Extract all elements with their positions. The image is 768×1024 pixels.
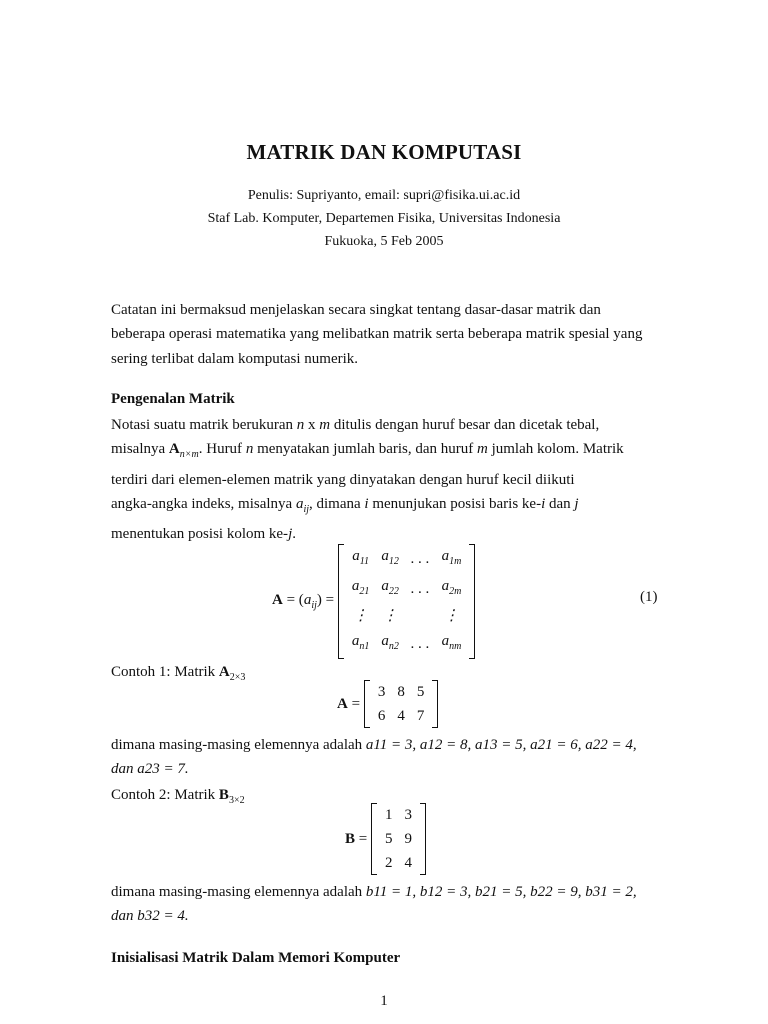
section-heading-pengenalan: Pengenalan Matrik [111, 391, 235, 407]
equation-1 [272, 544, 475, 659]
example2-equation: B = 1 3 5 9 2 4 [345, 803, 426, 875]
equation-1-lhs: $A = (a_{ij})$ = [272, 592, 335, 611]
example2-label: Contoh 2: Matrik $B_{3\times 2}$ [111, 787, 245, 806]
s1-line-5: menentukan posisi kolom ke-j. [111, 526, 296, 543]
example2-description: dimana masing-masing elemennya adalah b11 = 1, b12 = 3, b21 = 5, b22 = 9, b31 = 2, dan b32 = 4. [111, 884, 637, 925]
s1-line-2: misalnya $A_{n\times m}$. Huruf n menyatakan jumlah baris, dan huruf m jumlah kolom. Matrik [111, 441, 624, 461]
section1-paragraph [111, 413, 659, 546]
equation-number: (1) [640, 589, 658, 605]
s1-line-4: angka-angka indeks, misalnya $a_{ij}$, dimana i menunjukan posisi baris ke-i dan j [111, 495, 579, 515]
affiliation-line: Staf Lab. Komputer, Departemen Fisika, Universitas Indonesia [207, 211, 561, 226]
date-line: Fukuoka, 5 Feb 2005 [324, 234, 444, 249]
section-heading-inisialisasi: Inisialisasi Matrik Dalam Memori Komputer [111, 950, 401, 966]
example1-equation: A = 3 8 5 6 4 7 [337, 680, 438, 728]
intro-line-3: sering terlibat dalam komputasi numerik. [111, 350, 359, 367]
intro-paragraph [111, 298, 659, 371]
matrix-a-example: 3 8 5 6 4 7 [364, 680, 439, 728]
example1-description: dimana masing-masing elemennya adalah a11 = 3, a12 = 8, a13 = 5, a21 = 6, a22 = 4, dan a23 = 7. [111, 737, 637, 778]
author-line: Penulis: Supriyanto, email: supri@fisika.ui.ac.id [247, 188, 521, 203]
intro-line-2: beberapa operasi matematika yang melibatkan matrik serta beberapa matrik spesial yang [111, 326, 643, 343]
intro-line-1: Catatan ini bermaksud menjelaskan secara singkat tentang dasar-dasar matrik dan [111, 302, 601, 318]
s1-line-1: Notasi suatu matrik berukuran n x m ditulis dengan huruf besar dan dicetak tebal, [111, 417, 600, 433]
example1-label: Contoh 1: Matrik $A_{2\times 3}$ [111, 664, 246, 683]
matrix-b-example: 1 3 5 9 2 4 [371, 803, 426, 875]
matrix-a-general: $a_{11}$ $a_{12}$ . . . $a_{1m}$ $a_{21}$ $a_{22}$ . . . $a_{2m}$ ⋮ ⋮ ⋮ $a_{n1}$ $a_{n2}$ . . . $a_{nm}$ [338, 544, 475, 659]
matrix-symbol-a: A [168, 441, 180, 458]
page-number: 1 [380, 993, 388, 1009]
page-title: MATRIK DAN KOMPUTASI [246, 140, 522, 164]
s1-line-3: terdiri dari elemen-elemen matrik yang dinyatakan dengan huruf kecil diikuti [111, 471, 575, 488]
